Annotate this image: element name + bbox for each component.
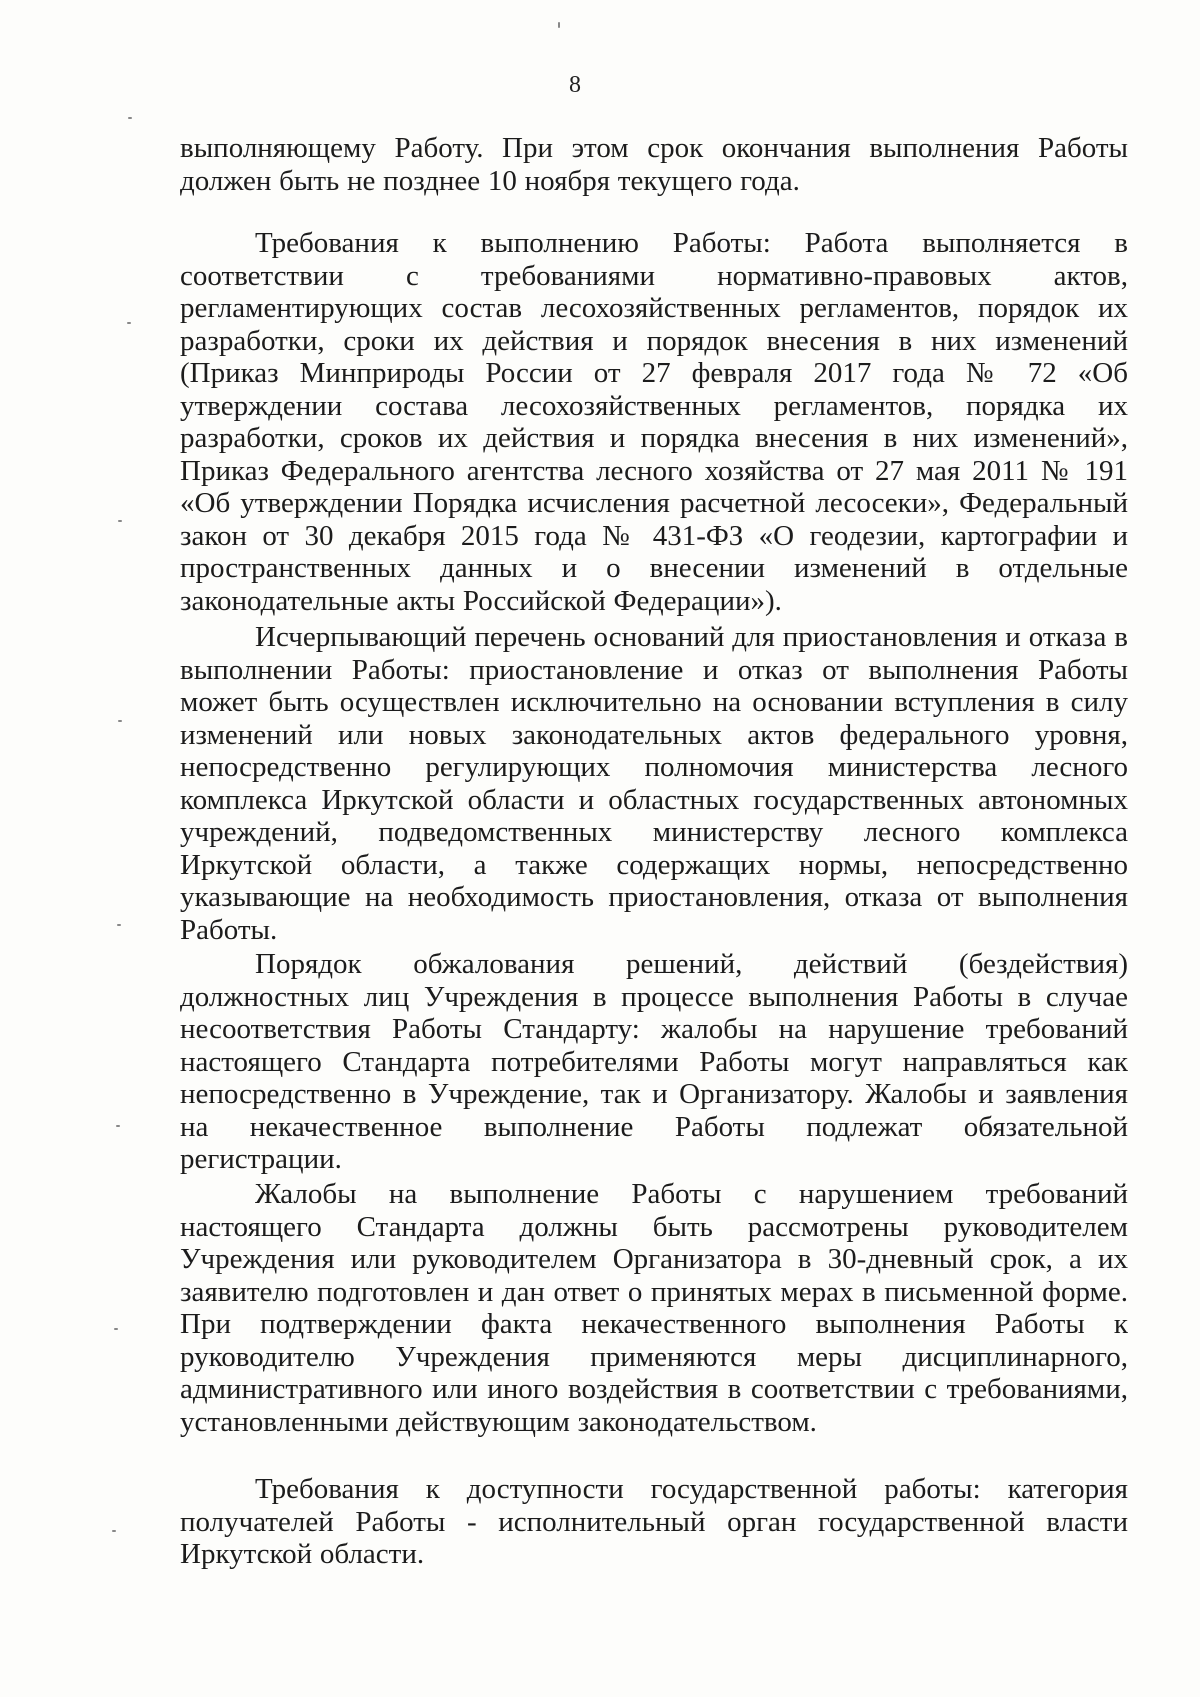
scan-speck bbox=[127, 322, 131, 324]
paragraph-intro: выполняющему Работу. При этом срок окончания выполнения Работы должен быть не позднее 10 ноября текущего года. bbox=[180, 132, 1128, 197]
scan-speck bbox=[117, 924, 121, 926]
scan-speck bbox=[112, 1530, 116, 1532]
paragraph-accessibility: Требования к доступности государственной работы: категория получателей Работы - исполнительный орган государственной власти Иркутской области. bbox=[180, 1473, 1128, 1570]
paragraph-appeal-procedure: Порядок обжалования решений, действий (бездействия) должностных лиц Учреждения в процессе выполнения Работы в случае несоответствия Работы Стандарту: жалобы на нарушение требований настоящего Стандарта потребителями Работы могут направляться как непосредственно в Учреждение, так и Организатору. Жалобы и заявления на некачественное выполнение Работы подлежат обязательной регистрации. bbox=[180, 948, 1128, 1175]
paragraph-suspension-grounds: Исчерпывающий перечень оснований для приостановления и отказа в выполнении Работы: приостановление и отказ от выполнения Работы может быть осуществлен исключительно на основании вступления в силу изменений или новых законодательных актов федерального уровня, непосредственно регулирующих полномочия министерства лесного комплекса Иркутской области и областных государственных автономных учреждений, подведомственных министерству лесного комплекса Иркутской области, а также содержащих нормы, непосредственно указывающие на необходимость приостановления, отказа от выполнения Работы. bbox=[180, 621, 1128, 946]
scan-speck bbox=[114, 1328, 118, 1330]
scan-speck bbox=[128, 117, 132, 119]
scan-speck bbox=[118, 720, 122, 722]
page-number: 8 bbox=[569, 72, 581, 98]
scan-speck bbox=[116, 1125, 120, 1127]
scan-speck bbox=[118, 520, 122, 522]
scan-speck bbox=[558, 22, 560, 28]
paragraph-work-requirements: Требования к выполнению Работы: Работа выполняется в соответствии с требованиями нормативно-правовых актов, регламентирующих состав лесохозяйственных регламентов, порядок их разработки, сроки их действия и порядок внесения в них изменений (Приказ Минприроды России от 27 февраля 2017 года № 72 «Об утверждении состава лесохозяйственных регламентов, порядка их разработки, сроков их действия и порядка внесения в них изменений», Приказ Федерального агентства лесного хозяйства от 27 мая 2011 № 191 «Об утверждении Порядка исчисления расчетной лесосеки», Федеральный закон от 30 декабря 2015 года № 431-ФЗ «О геодезии, картографии и пространственных данных и о внесении изменений в отдельные законодательные акты Российской Федерации»). bbox=[180, 227, 1128, 617]
paragraph-complaints: Жалобы на выполнение Работы с нарушением требований настоящего Стандарта должны быть рассмотрены руководителем Учреждения или руководителем Организатора в 30-дневный срок, а их заявителю подготовлен и дан ответ о принятых мерах в письменной форме. При подтверждении факта некачественного выполнения Работы к руководителю Учреждения применяются меры дисциплинарного, административного или иного воздействия в соответствии с требованиями, установленными действующим законодательством. bbox=[180, 1178, 1128, 1438]
